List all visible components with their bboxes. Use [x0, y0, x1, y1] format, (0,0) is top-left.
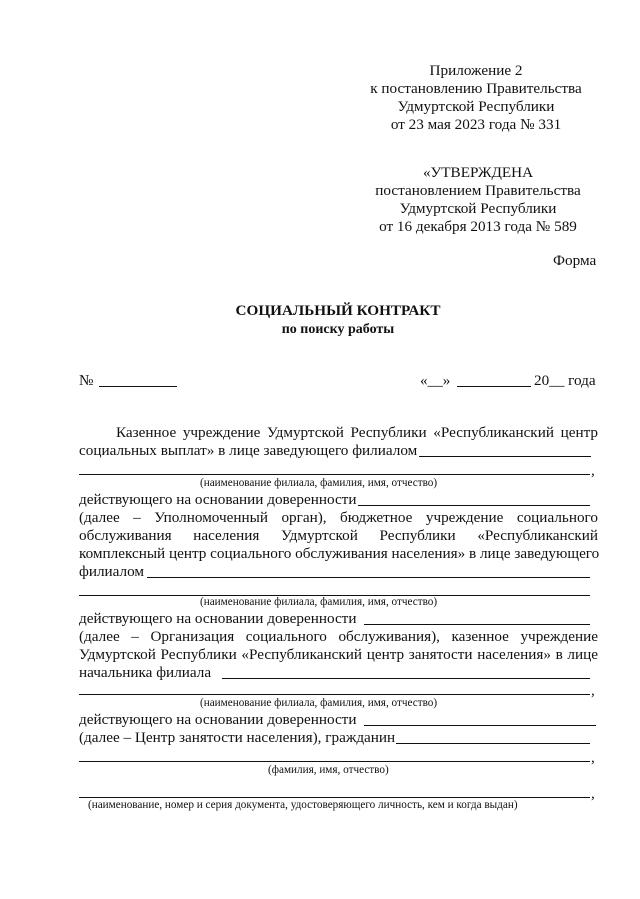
- comma: ,: [591, 462, 595, 479]
- form-label: Форма: [553, 252, 597, 269]
- branch-fio-field: [79, 694, 590, 695]
- body-line: (далее – Организация социального обслуживания), казенное учреждение: [79, 628, 598, 645]
- approved-line-2: постановлением Правительства: [375, 182, 581, 199]
- comma: ,: [591, 682, 595, 699]
- body-line: действующего на основании доверенности: [79, 491, 357, 508]
- date-year: 20__ года: [534, 372, 596, 389]
- number-field: [99, 386, 177, 387]
- branch-fio-field: [79, 474, 590, 475]
- caption-id-document: (наименование, номер и серия документа, удостоверяющего личность, кем и когда выдан): [88, 799, 518, 811]
- id-document-field: [79, 797, 590, 798]
- comma: ,: [591, 785, 595, 802]
- date-month-field: [457, 386, 531, 387]
- document-title: СОЦИАЛЬНЫЙ КОНТРАКТ: [235, 302, 441, 319]
- caption-branch-fio: (наименование филиала, фамилия, имя, отчество): [200, 697, 438, 709]
- appendix-line-4: от 23 мая 2023 года № 331: [390, 116, 562, 133]
- appendix-line-2: к постановлению Правительства: [370, 80, 582, 97]
- body-line: (далее – Уполномоченный орган), бюджетное учреждение социального: [79, 509, 598, 526]
- caption-branch-fio: (наименование филиала, фамилия, имя, отчество): [200, 477, 438, 489]
- power-of-attorney-field: [364, 624, 590, 625]
- body-line: начальника филиала: [79, 664, 212, 681]
- number-label: №: [79, 372, 94, 389]
- branch-name-field: [147, 577, 590, 578]
- caption-branch-fio: (наименование филиала, фамилия, имя, отчество): [200, 596, 438, 608]
- power-of-attorney-field: [358, 505, 590, 506]
- appendix-line-1: Приложение 2: [429, 62, 523, 79]
- body-line: (далее – Центр занятости населения), гражданин: [79, 729, 396, 746]
- approved-line-4: от 16 декабря 2013 года № 589: [379, 218, 577, 235]
- body-line: социальных выплат» в лице заведующего филиалом: [79, 442, 418, 459]
- appendix-line-3: Удмуртской Республики: [397, 98, 555, 115]
- caption-citizen-fio: (фамилия, имя, отчество): [268, 764, 389, 776]
- comma: ,: [591, 749, 595, 766]
- body-line: действующего на основании доверенности: [79, 711, 357, 728]
- date-day: «__»: [420, 372, 451, 389]
- body-line: обслуживания населения Удмуртской Республики «Республиканский: [79, 527, 598, 544]
- approved-block: [358, 164, 598, 236]
- body-line: комплексный центр социального обслуживания населения» в лице заведующего: [79, 545, 600, 562]
- citizen-name-field: [396, 743, 590, 744]
- body-line: филиалом: [79, 563, 145, 580]
- appendix-block: [360, 62, 592, 134]
- document-subtitle: по поиску работы: [281, 322, 395, 337]
- body-line: действующего на основании доверенности: [79, 610, 357, 627]
- power-of-attorney-field: [364, 725, 596, 726]
- citizen-fio-field: [79, 761, 590, 762]
- branch-name-field: [222, 678, 590, 679]
- body-line: Казенное учреждение Удмуртской Республики «Республиканский центр: [116, 424, 598, 441]
- approved-line-1: «УТВЕРЖДЕНА: [422, 164, 534, 181]
- branch-name-field: [419, 456, 591, 457]
- approved-line-3: Удмуртской Республики: [399, 200, 557, 217]
- body-line: Удмуртской Республики «Республиканский центр занятости населения» в лице: [79, 646, 598, 663]
